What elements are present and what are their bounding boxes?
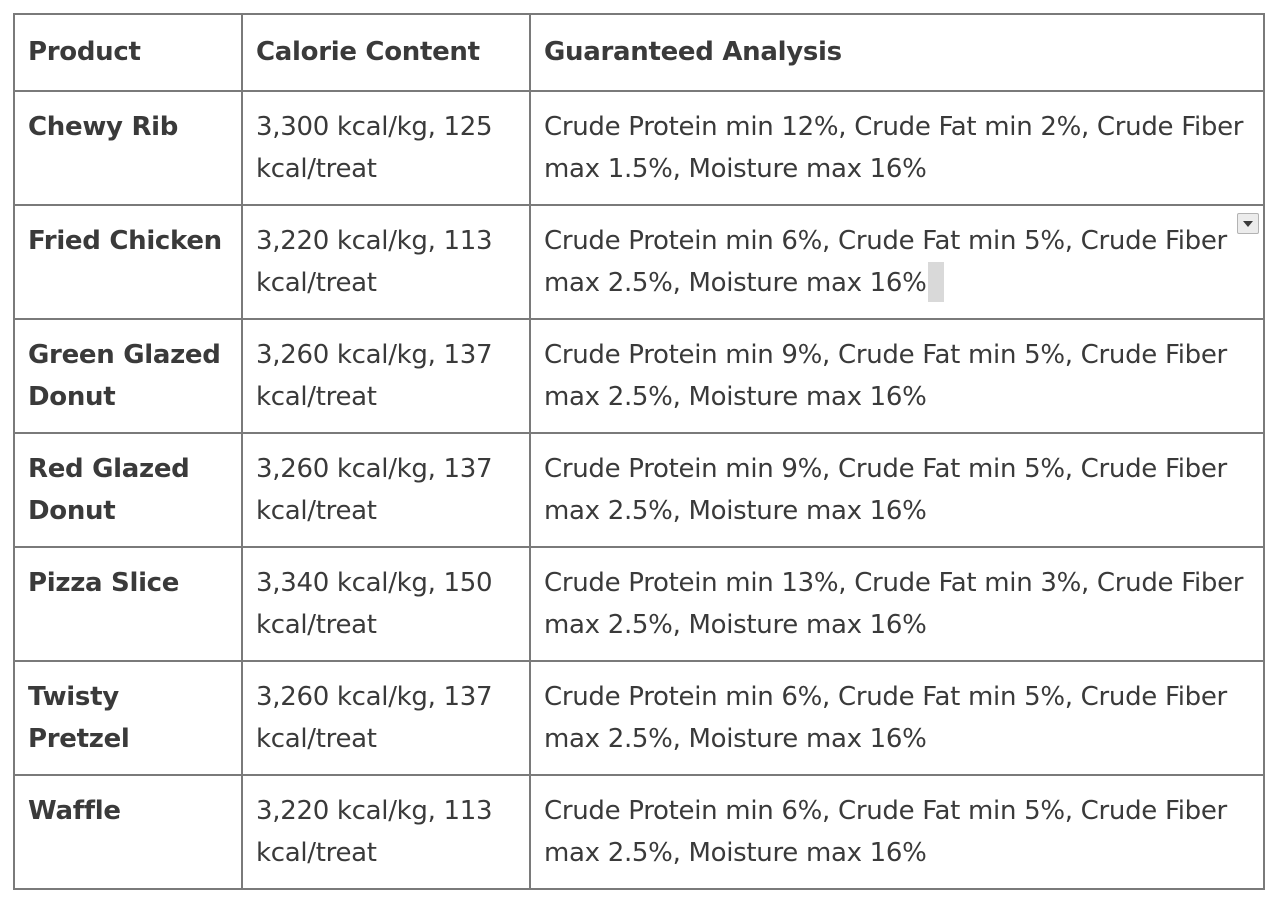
table-body bbox=[14, 91, 1264, 889]
cell-menu-button[interactable] bbox=[1237, 213, 1259, 234]
table-row bbox=[14, 91, 1264, 205]
analysis-text: Crude Protein min 6%, Crude Fat min 5%, Crude Fiber max 2.5%, Moisture max 16% bbox=[544, 682, 1227, 754]
analysis-cell[interactable] bbox=[530, 547, 1264, 661]
product-cell[interactable]: Chewy Rib bbox=[14, 91, 242, 205]
product-cell[interactable]: Pizza Slice bbox=[14, 547, 242, 661]
calorie-cell[interactable]: 3,220 kcal/kg, 113 kcal/treat bbox=[242, 775, 530, 889]
calorie-cell[interactable]: 3,340 kcal/kg, 150 kcal/treat bbox=[242, 547, 530, 661]
analysis-text: Crude Protein min 6%, Crude Fat min 5%, Crude Fiber max 2.5%, Moisture max 16% bbox=[544, 796, 1227, 868]
analysis-cell[interactable] bbox=[530, 319, 1264, 433]
product-cell[interactable]: Red Glazed Donut bbox=[14, 433, 242, 547]
analysis-text: Crude Protein min 12%, Crude Fat min 2%, Crude Fiber max 1.5%, Moisture max 16% bbox=[544, 112, 1244, 184]
nutrition-table bbox=[13, 13, 1265, 890]
chevron-down-icon bbox=[1243, 221, 1253, 227]
table-header bbox=[14, 14, 1264, 91]
analysis-cell-active[interactable] bbox=[530, 205, 1264, 319]
product-cell[interactable]: Green Glazed Donut bbox=[14, 319, 242, 433]
table-row bbox=[14, 205, 1264, 319]
analysis-text: Crude Protein min 6%, Crude Fat min 5%, Crude Fiber max 2.5%, Moisture max 16% bbox=[544, 226, 1227, 298]
analysis-text: Crude Protein min 9%, Crude Fat min 5%, Crude Fiber max 2.5%, Moisture max 16% bbox=[544, 340, 1227, 412]
table-row bbox=[14, 433, 1264, 547]
table-row bbox=[14, 775, 1264, 889]
product-cell[interactable]: Twisty Pretzel bbox=[14, 661, 242, 775]
product-cell[interactable]: Waffle bbox=[14, 775, 242, 889]
text-cursor bbox=[928, 262, 944, 302]
calorie-cell[interactable]: 3,260 kcal/kg, 137 kcal/treat bbox=[242, 319, 530, 433]
header-calorie-content[interactable]: Calorie Content bbox=[242, 14, 530, 91]
analysis-cell[interactable] bbox=[530, 661, 1264, 775]
calorie-cell[interactable]: 3,260 kcal/kg, 137 kcal/treat bbox=[242, 433, 530, 547]
header-guaranteed-analysis[interactable]: Guaranteed Analysis bbox=[530, 14, 1264, 91]
analysis-text: Crude Protein min 9%, Crude Fat min 5%, Crude Fiber max 2.5%, Moisture max 16% bbox=[544, 454, 1227, 526]
calorie-cell[interactable]: 3,260 kcal/kg, 137 kcal/treat bbox=[242, 661, 530, 775]
table-row bbox=[14, 319, 1264, 433]
product-cell[interactable]: Fried Chicken bbox=[14, 205, 242, 319]
calorie-cell[interactable]: 3,220 kcal/kg, 113 kcal/treat bbox=[242, 205, 530, 319]
header-row bbox=[14, 14, 1264, 91]
analysis-cell[interactable] bbox=[530, 775, 1264, 889]
analysis-cell[interactable] bbox=[530, 91, 1264, 205]
header-product[interactable]: Product bbox=[14, 14, 242, 91]
analysis-cell[interactable] bbox=[530, 433, 1264, 547]
analysis-text: Crude Protein min 13%, Crude Fat min 3%, Crude Fiber max 2.5%, Moisture max 16% bbox=[544, 568, 1244, 640]
table-row bbox=[14, 547, 1264, 661]
calorie-cell[interactable]: 3,300 kcal/kg, 125 kcal/treat bbox=[242, 91, 530, 205]
table-row bbox=[14, 661, 1264, 775]
